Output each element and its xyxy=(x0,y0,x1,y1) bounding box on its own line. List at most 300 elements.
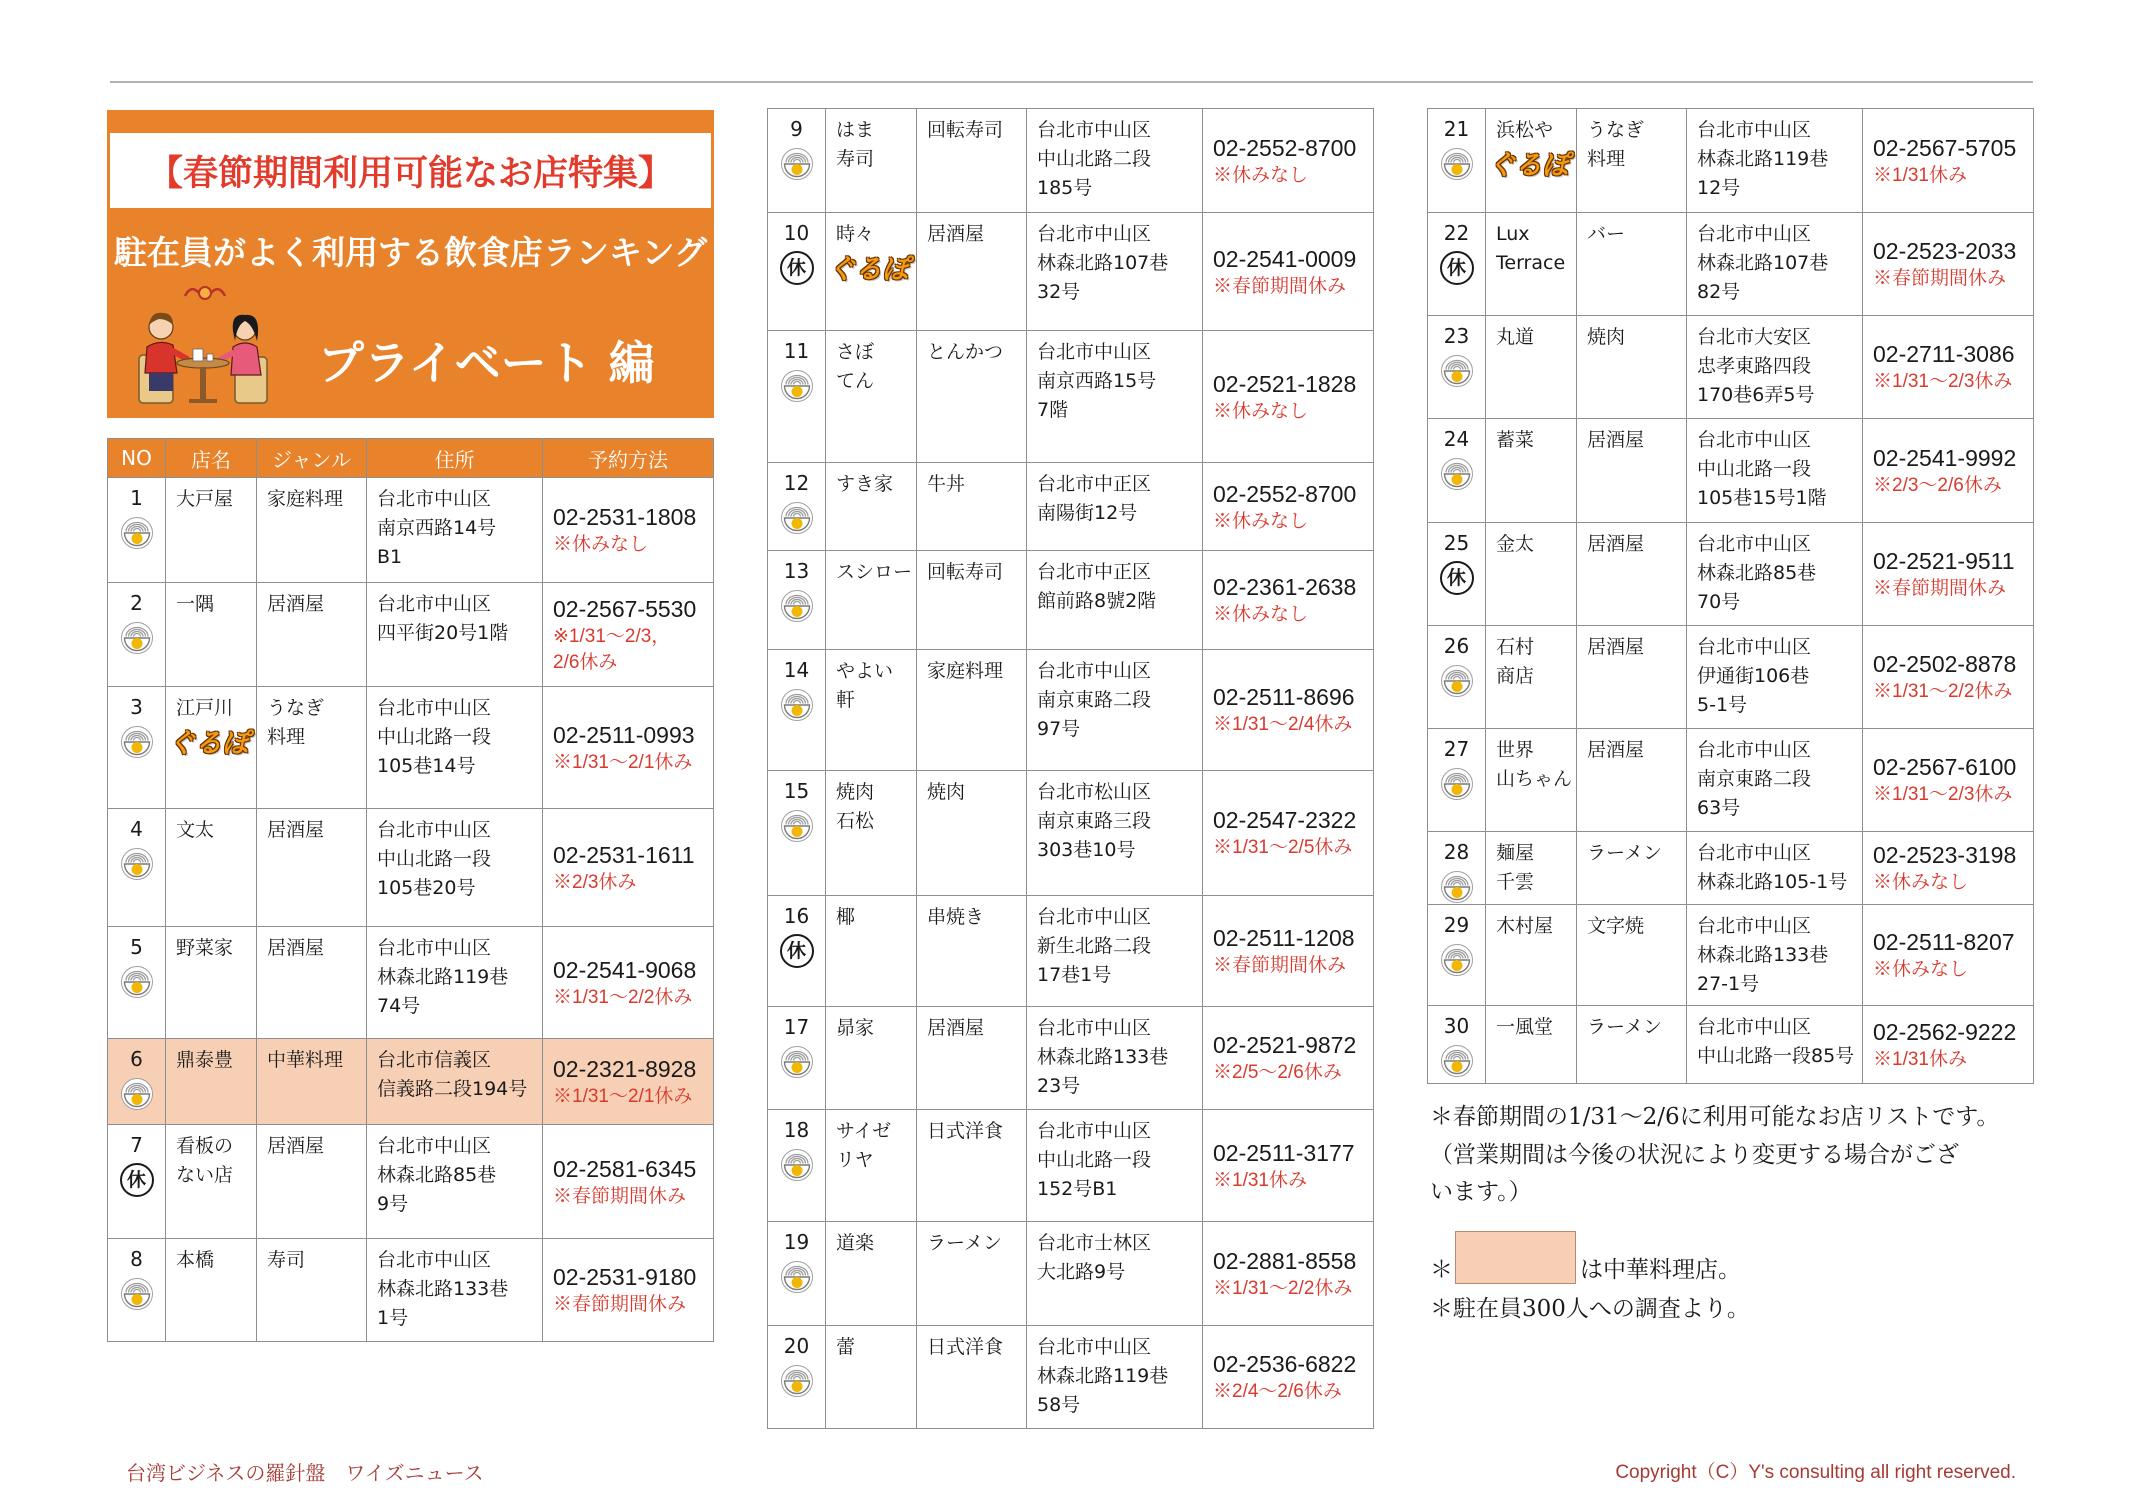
genre-line: 居酒屋 xyxy=(1587,533,1645,555)
holiday-note: ※1/31～2/1休み xyxy=(553,1085,693,1107)
rank-cell xyxy=(108,1125,166,1239)
holiday-note: ※休みなし xyxy=(1213,604,1309,625)
table-row xyxy=(108,478,714,583)
genre-line: うなぎ xyxy=(267,697,325,719)
reservation-cell xyxy=(1863,316,2034,419)
table-row xyxy=(108,583,714,687)
ramen-bowl-icon xyxy=(780,1148,814,1182)
genre-line: 居酒屋 xyxy=(1587,739,1645,761)
address-line: 台北市中山区 xyxy=(1697,429,1812,451)
genre-cell xyxy=(917,331,1027,463)
rank-number: 28 xyxy=(1443,840,1470,864)
phone-number: 02-2521-1828 xyxy=(1213,370,1357,397)
store-name-cell xyxy=(166,809,257,927)
table-right xyxy=(1427,108,2034,1084)
store-name-cell xyxy=(826,331,917,463)
store-name-cell xyxy=(166,583,257,687)
table-row xyxy=(768,213,1374,331)
rank-number: 25 xyxy=(1443,531,1470,555)
ramen-bowl-graphic xyxy=(1440,457,1474,491)
genre-cell xyxy=(1577,109,1687,213)
genre-cell xyxy=(1577,832,1687,905)
ramen-bowl-graphic xyxy=(1440,767,1474,801)
address-cell xyxy=(1687,523,1863,626)
store-name-cell xyxy=(826,1326,917,1429)
reservation-cell xyxy=(1203,1110,1374,1222)
rank-number: 4 xyxy=(130,817,143,841)
store-name-cell xyxy=(166,1039,257,1125)
address-line: 新生北路二段 xyxy=(1037,935,1152,957)
phone-number: 02-2521-9872 xyxy=(1213,1032,1357,1058)
ramen-bowl-icon xyxy=(780,1364,814,1398)
phone-number: 02-2567-5530 xyxy=(553,595,697,622)
phone-number: 02-2321-8928 xyxy=(553,1055,697,1082)
genre-cell xyxy=(257,809,367,927)
table-row xyxy=(768,331,1374,463)
holiday-note: ※休みなし xyxy=(1213,164,1309,186)
phone-number: 02-2511-1208 xyxy=(1213,925,1355,951)
store-name-line: はま xyxy=(836,119,875,141)
rank-cell xyxy=(768,896,826,1007)
store-name-line: 鼎泰豊 xyxy=(176,1049,234,1071)
address-line: 館前路8號2階 xyxy=(1037,590,1157,612)
rank-number: 7 xyxy=(130,1133,143,1157)
store-name-line: さぼ xyxy=(836,341,875,363)
phone-number: 02-2511-3177 xyxy=(1213,1139,1355,1166)
table-row xyxy=(1428,213,2034,316)
phone-number: 02-2552-8700 xyxy=(1213,134,1357,161)
holiday-note: ※2/3～2/6休み xyxy=(1873,474,2002,496)
rank-number: 3 xyxy=(130,695,143,719)
store-name-cell xyxy=(1486,832,1577,905)
hero-subtitle: 駐在員がよく利用する飲食店ランキング xyxy=(113,233,707,272)
phone-number: 02-2552-8700 xyxy=(1213,480,1357,507)
table-row xyxy=(1428,419,2034,523)
store-name-cell xyxy=(1486,729,1577,832)
store-name-line: 千雲 xyxy=(1496,871,1535,893)
address-line: 台北市中山区 xyxy=(1697,739,1812,761)
table-row xyxy=(108,927,714,1039)
top-divider xyxy=(110,81,2033,83)
phone-number: 02-2361-2638 xyxy=(1213,574,1357,600)
genre-cell xyxy=(1577,419,1687,523)
reservation-cell xyxy=(1203,463,1374,551)
address-cell xyxy=(1027,896,1203,1007)
address-cell xyxy=(367,1239,543,1342)
rank-cell xyxy=(1428,109,1486,213)
address-cell xyxy=(1687,419,1863,523)
rank-number: 26 xyxy=(1443,634,1470,658)
reservation-cell xyxy=(543,1039,714,1125)
address-line: 台北市中山区 xyxy=(1697,636,1812,658)
store-name-line: Lux xyxy=(1496,223,1530,245)
genre-cell xyxy=(1577,1006,1687,1084)
address-cell xyxy=(1687,832,1863,905)
store-name-line: すき家 xyxy=(836,473,894,495)
column-header-genre: ジャンル xyxy=(257,439,367,478)
phone-number: 02-2502-8878 xyxy=(1873,651,2017,677)
ramen-bowl-graphic xyxy=(780,589,814,623)
ramen-bowl-graphic xyxy=(1440,664,1474,698)
genre-cell xyxy=(257,1125,367,1239)
holiday-note: ※春節期間休み xyxy=(1873,268,2007,289)
phone-number: 02-2562-9222 xyxy=(1873,1018,2017,1045)
store-name-line: Terrace xyxy=(1496,252,1566,274)
ramen-bowl-icon xyxy=(780,688,814,722)
rank-number: 2 xyxy=(130,591,143,615)
store-name-cell xyxy=(826,463,917,551)
store-name-line: 丸道 xyxy=(1496,326,1535,348)
address-cell xyxy=(1027,1222,1203,1326)
rank-cell xyxy=(1428,419,1486,523)
reservation-cell xyxy=(1863,905,2034,1006)
address-cell xyxy=(1027,331,1203,463)
genre-cell xyxy=(917,463,1027,551)
holiday-note: ※1/31～2/4休み xyxy=(1213,714,1353,735)
genre-line: ラーメン xyxy=(927,1232,1003,1254)
holiday-note: ※春節期間休み xyxy=(1213,955,1347,976)
address-line: 南京東路二段 xyxy=(1037,689,1152,711)
reservation-cell xyxy=(1203,551,1374,650)
table-row xyxy=(108,809,714,927)
table-row xyxy=(768,551,1374,650)
address-line: 台北市大安区 xyxy=(1697,326,1812,348)
rank-cell xyxy=(768,331,826,463)
ramen-bowl-graphic xyxy=(1440,870,1474,904)
table-body xyxy=(768,109,1374,1429)
address-line: 105巷15号1階 xyxy=(1697,487,1827,509)
reservation-cell xyxy=(1203,771,1374,896)
genre-cell xyxy=(917,896,1027,1007)
address-line: 台北市中山区 xyxy=(1697,842,1812,864)
table-row xyxy=(768,896,1374,1007)
rank-number: 30 xyxy=(1443,1014,1470,1038)
address-cell xyxy=(1027,771,1203,896)
address-cell xyxy=(367,478,543,583)
address-cell xyxy=(367,583,543,687)
holiday-note: ※1/31～2/2休み xyxy=(1213,1277,1353,1299)
address-line: 中山北路一段85号 xyxy=(1697,1045,1855,1067)
table-body xyxy=(1428,109,2034,1084)
address-line: 74号 xyxy=(377,995,421,1017)
rank-cell xyxy=(768,1222,826,1326)
address-line: 1号 xyxy=(377,1307,409,1329)
rank-cell xyxy=(108,583,166,687)
store-name-cell xyxy=(826,213,917,331)
address-line: 林森北路85巷 xyxy=(1697,562,1817,584)
store-name-cell xyxy=(1486,626,1577,729)
store-name-line: 蓄菜 xyxy=(1496,429,1535,451)
address-line: 台北市中山区 xyxy=(377,937,492,959)
holiday-note: ※春節期間休み xyxy=(553,1185,687,1207)
ramen-bowl-icon xyxy=(1440,767,1474,801)
address-line: 伊通街106巷 xyxy=(1697,665,1810,687)
store-name-line: 焼肉 xyxy=(836,781,875,803)
address-line: 7階 xyxy=(1037,399,1069,421)
table-row xyxy=(1428,523,2034,626)
address-line: 105巷20号 xyxy=(377,877,476,899)
table-row xyxy=(1428,1006,2034,1084)
address-line: 南京西路15号 xyxy=(1037,370,1157,392)
table-row xyxy=(768,109,1374,213)
genre-cell xyxy=(917,1326,1027,1429)
store-name-cell xyxy=(1486,1006,1577,1084)
rank-cell xyxy=(1428,832,1486,905)
ramen-bowl-graphic xyxy=(780,1364,814,1398)
ramen-bowl-graphic xyxy=(780,147,814,181)
holiday-note: ※1/31～2/2休み xyxy=(553,986,693,1008)
rank-cell xyxy=(1428,523,1486,626)
survey-note: ＊駐在員300人への調査より。 xyxy=(1430,1296,1750,1322)
rank-number: 22 xyxy=(1443,221,1470,245)
address-line: 58号 xyxy=(1037,1394,1081,1416)
genre-cell xyxy=(1577,213,1687,316)
table-row xyxy=(768,1007,1374,1110)
store-name-cell xyxy=(1486,419,1577,523)
hero-banner xyxy=(107,110,714,418)
store-name-cell xyxy=(166,1125,257,1239)
reservation-cell xyxy=(1203,1222,1374,1326)
store-name-line: 時々 xyxy=(836,223,875,245)
table-row xyxy=(768,771,1374,896)
rank-number: 16 xyxy=(783,904,810,928)
ramen-bowl-icon xyxy=(120,1077,154,1111)
phone-number: 02-2531-1808 xyxy=(553,504,697,530)
address-cell xyxy=(1687,1006,1863,1084)
genre-line: 家庭料理 xyxy=(267,488,344,510)
store-name-cell xyxy=(826,109,917,213)
genre-cell xyxy=(917,1110,1027,1222)
store-name-line: 世界 xyxy=(1496,739,1535,761)
store-name-line: 蕾 xyxy=(836,1336,856,1358)
note-line-2: （営業期間は今後の状況により変更する場合がござ xyxy=(1430,1142,1959,1168)
holiday-note: ※1/31休み xyxy=(1213,1169,1307,1191)
store-name-line: てん xyxy=(836,370,875,392)
rank-number: 18 xyxy=(783,1118,810,1142)
rank-number: 6 xyxy=(130,1047,143,1071)
store-name-line: 石松 xyxy=(836,810,875,832)
address-line: 12号 xyxy=(1697,177,1741,199)
table-row xyxy=(1428,109,2034,213)
genre-cell xyxy=(917,213,1027,331)
reservation-cell xyxy=(1863,213,2034,316)
address-line: 台北市中山区 xyxy=(1037,119,1152,141)
holiday-note: ※1/31～2/2休み xyxy=(1873,681,2013,702)
rank-cell xyxy=(108,927,166,1039)
store-name-cell xyxy=(826,1110,917,1222)
reservation-cell xyxy=(543,478,714,583)
ramen-bowl-graphic xyxy=(780,501,814,535)
genre-line: 中華料理 xyxy=(267,1049,344,1071)
genre-line: 料理 xyxy=(267,726,306,748)
legend-swatch-chinese xyxy=(1455,1231,1576,1284)
address-cell xyxy=(1027,650,1203,771)
table-row xyxy=(768,1110,1374,1222)
rank-cell xyxy=(108,1239,166,1342)
address-line: 林森北路133巷 xyxy=(1037,1046,1169,1068)
rank-number: 1 xyxy=(130,486,143,510)
store-name-line: ない店 xyxy=(176,1164,234,1186)
rank-number: 20 xyxy=(783,1334,810,1358)
ramen-bowl-graphic xyxy=(1440,354,1474,388)
store-name-line: 本橋 xyxy=(176,1249,215,1271)
phone-number: 02-2541-0009 xyxy=(1213,245,1357,272)
reservation-cell xyxy=(1203,331,1374,463)
holiday-note: ※休みなし xyxy=(1873,959,1969,980)
genre-line: 寿司 xyxy=(267,1249,306,1271)
gurupo-logo: ぐるぽ xyxy=(828,254,909,285)
store-name-cell xyxy=(1486,109,1577,213)
reservation-cell xyxy=(1863,1006,2034,1084)
store-name-cell xyxy=(826,1222,917,1326)
rank-cell xyxy=(1428,905,1486,1006)
holiday-note: ※休みなし xyxy=(553,534,649,555)
table-row xyxy=(768,650,1374,771)
holiday-note: ※2/5～2/6休み xyxy=(1213,1062,1342,1083)
address-line: 台北市中山区 xyxy=(377,697,492,719)
reservation-cell xyxy=(543,687,714,809)
closed-icon xyxy=(120,1163,154,1197)
rank-cell xyxy=(768,1110,826,1222)
reservation-cell xyxy=(543,583,714,687)
ramen-bowl-graphic xyxy=(120,621,154,655)
rank-number: 13 xyxy=(783,559,810,583)
genre-line: 日式洋食 xyxy=(927,1336,1004,1358)
ramen-bowl-icon xyxy=(120,725,154,759)
address-line: 27-1号 xyxy=(1697,973,1760,995)
store-name-line: 木村屋 xyxy=(1496,915,1554,937)
address-line: 中山北路一段 xyxy=(1697,458,1812,480)
rank-number: 17 xyxy=(783,1015,810,1039)
genre-line: 文字焼 xyxy=(1587,915,1645,937)
address-line: 台北市信義区 xyxy=(377,1049,492,1071)
address-line: 台北市中山区 xyxy=(1037,906,1152,928)
store-name-line: 文太 xyxy=(176,819,215,841)
store-name-line: 浜松や xyxy=(1496,119,1554,141)
phone-number: 02-2567-5705 xyxy=(1873,134,2017,161)
reservation-cell xyxy=(1203,109,1374,213)
address-line: 152号B1 xyxy=(1037,1178,1118,1200)
rank-cell xyxy=(768,213,826,331)
genre-line: バー xyxy=(1587,223,1626,245)
address-cell xyxy=(1687,729,1863,832)
store-name-cell xyxy=(1486,523,1577,626)
ramen-bowl-icon xyxy=(1440,1044,1474,1078)
genre-line: 居酒屋 xyxy=(927,1017,985,1039)
genre-line: 居酒屋 xyxy=(927,223,985,245)
phone-number: 02-2881-8558 xyxy=(1213,1247,1357,1274)
holiday-note: ※2/3休み xyxy=(553,871,637,893)
genre-line: ラーメン xyxy=(1587,842,1663,864)
closed-icon-label: 休 xyxy=(1446,256,1466,279)
genre-cell xyxy=(257,583,367,687)
genre-line: 居酒屋 xyxy=(1587,636,1645,658)
address-line: 林森北路133巷 xyxy=(1697,944,1829,966)
holiday-note: ※春節期間休み xyxy=(1213,275,1347,297)
genre-line: 居酒屋 xyxy=(267,937,325,959)
address-line: 林森北路119巷 xyxy=(1697,148,1829,170)
rank-cell xyxy=(1428,213,1486,316)
store-name-line: やよい xyxy=(836,660,894,682)
phone-number: 02-2521-9511 xyxy=(1873,548,2015,574)
address-line: 中山北路二段 xyxy=(1037,148,1152,170)
banner-title: 【春節期間利用可能なお店特集】 xyxy=(147,153,673,194)
rank-number: 19 xyxy=(783,1230,810,1254)
phone-number: 02-2531-1611 xyxy=(553,841,695,868)
store-name-line: 野菜家 xyxy=(176,937,234,959)
genre-cell xyxy=(257,478,367,583)
address-cell xyxy=(367,1125,543,1239)
address-line: 台北市中山区 xyxy=(1037,660,1152,682)
rank-number: 9 xyxy=(790,117,803,141)
store-name-line: サイゼ xyxy=(836,1120,892,1142)
ramen-bowl-graphic xyxy=(120,516,154,550)
address-line: 信義路二段194号 xyxy=(377,1078,528,1100)
ramen-bowl-icon xyxy=(120,621,154,655)
rank-number: 24 xyxy=(1443,427,1470,451)
genre-line: 居酒屋 xyxy=(267,1135,325,1157)
phone-number: 02-2547-2322 xyxy=(1213,807,1357,833)
address-line: 17巷1号 xyxy=(1037,964,1112,986)
genre-line: 居酒屋 xyxy=(267,819,325,841)
reservation-cell xyxy=(1863,109,2034,213)
table-row xyxy=(1428,626,2034,729)
table-row xyxy=(108,1239,714,1342)
column-header-name: 店名 xyxy=(166,439,257,478)
ramen-bowl-icon xyxy=(1440,147,1474,181)
rank-cell xyxy=(768,1326,826,1429)
rank-cell xyxy=(108,1039,166,1125)
store-name-cell xyxy=(1486,905,1577,1006)
reservation-cell xyxy=(1203,650,1374,771)
closed-icon-label: 休 xyxy=(786,939,806,962)
address-line: 忠孝東路四段 xyxy=(1697,355,1812,377)
phone-number: 02-2531-9180 xyxy=(553,1264,697,1290)
genre-cell xyxy=(917,551,1027,650)
address-line: 23号 xyxy=(1037,1075,1081,1097)
store-name-line: 一隅 xyxy=(176,593,215,615)
reservation-cell xyxy=(543,1125,714,1239)
ramen-bowl-graphic xyxy=(780,1260,814,1294)
ramen-bowl-icon xyxy=(780,589,814,623)
genre-cell xyxy=(917,1007,1027,1110)
reservation-cell xyxy=(543,1239,714,1342)
legend-text: は中華料理店。 xyxy=(1580,1257,1741,1283)
rank-cell xyxy=(768,771,826,896)
genre-line: 料理 xyxy=(1587,148,1626,170)
address-line: 97号 xyxy=(1037,718,1081,740)
genre-cell xyxy=(917,650,1027,771)
phone-number: 02-2511-8696 xyxy=(1213,684,1355,710)
rank-number: 8 xyxy=(130,1247,143,1271)
store-name-cell xyxy=(826,551,917,650)
rank-cell xyxy=(108,478,166,583)
address-line: 台北市中山区 xyxy=(1037,1017,1152,1039)
store-name-line: 江戸川 xyxy=(176,697,234,719)
table-header-row xyxy=(108,439,714,478)
genre-cell xyxy=(257,1039,367,1125)
address-cell xyxy=(1687,109,1863,213)
address-line: 林森北路107巷 xyxy=(1037,252,1169,274)
store-name-line: 山ちゃん xyxy=(1496,768,1573,790)
ramen-bowl-graphic xyxy=(120,965,154,999)
table-row xyxy=(1428,729,2034,832)
address-line: 南京東路三段 xyxy=(1037,810,1152,832)
column-header-no: NO xyxy=(108,439,166,478)
address-line: 5-1号 xyxy=(1697,694,1748,716)
address-cell xyxy=(1027,1326,1203,1429)
store-name-cell xyxy=(826,650,917,771)
